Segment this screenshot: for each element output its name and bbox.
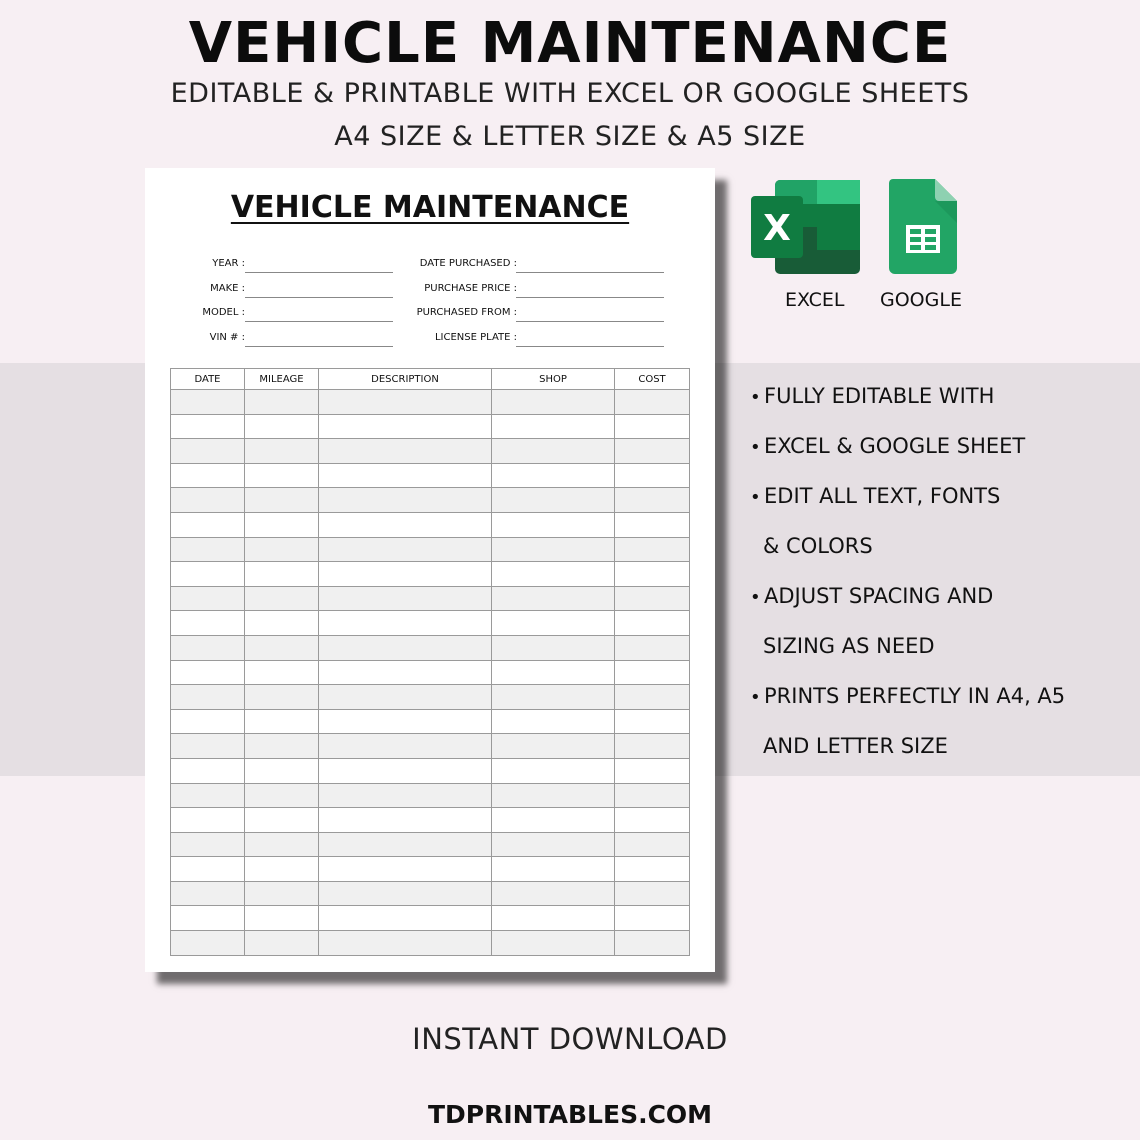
table-cell[interactable] xyxy=(492,635,615,660)
table-cell[interactable] xyxy=(319,857,492,882)
feature-list xyxy=(750,378,1130,778)
field-year-line[interactable] xyxy=(245,272,393,273)
table-row xyxy=(171,414,690,439)
header-mileage: MILEAGE xyxy=(245,369,319,390)
table-cell[interactable] xyxy=(615,635,690,660)
table-row xyxy=(171,537,690,562)
table-cell[interactable] xyxy=(492,783,615,808)
feature-item xyxy=(750,628,1130,678)
table-header-row xyxy=(171,369,690,390)
header-cost: COST xyxy=(615,369,690,390)
table-cell[interactable] xyxy=(171,685,245,710)
table-cell[interactable] xyxy=(319,758,492,783)
table-cell[interactable] xyxy=(245,537,319,562)
table-cell[interactable] xyxy=(615,685,690,710)
feature-item xyxy=(750,478,1130,528)
table-row xyxy=(171,685,690,710)
table-cell[interactable] xyxy=(245,758,319,783)
field-make-line[interactable] xyxy=(245,297,393,298)
sheet-title: VEHICLE MAINTENANCE xyxy=(230,190,630,225)
table-cell[interactable] xyxy=(171,783,245,808)
field-purchased-from xyxy=(375,303,517,323)
table-cell[interactable] xyxy=(171,758,245,783)
bullet-icon: • xyxy=(750,687,761,708)
document-sheet xyxy=(145,168,715,972)
table-cell[interactable] xyxy=(171,931,245,956)
table-row xyxy=(171,512,690,537)
table-cell[interactable] xyxy=(245,808,319,833)
table-cell[interactable] xyxy=(492,611,615,636)
bullet-icon: • xyxy=(750,387,761,408)
instant-download-text: INSTANT DOWNLOAD xyxy=(412,1022,728,1056)
table-cell[interactable] xyxy=(492,808,615,833)
table-cell[interactable] xyxy=(319,709,492,734)
table-cell[interactable] xyxy=(171,611,245,636)
table-cell[interactable] xyxy=(245,414,319,439)
subtitle-editable: EDITABLE & PRINTABLE WITH EXCEL OR GOOGLE SHEETS xyxy=(170,78,970,109)
table-cell[interactable] xyxy=(492,439,615,464)
table-row xyxy=(171,857,690,882)
table-cell[interactable] xyxy=(492,512,615,537)
table-cell[interactable] xyxy=(171,439,245,464)
page-title: VEHICLE MAINTENANCE xyxy=(188,11,952,76)
field-year xyxy=(165,254,245,274)
feature-text: EXCEL & GOOGLE SHEET xyxy=(764,434,1026,458)
table-cell[interactable] xyxy=(615,931,690,956)
table-row xyxy=(171,734,690,759)
header-description: DESCRIPTION xyxy=(319,369,492,390)
table-cell[interactable] xyxy=(319,611,492,636)
table-row xyxy=(171,390,690,415)
feature-text: ADJUST SPACING AND xyxy=(764,584,994,608)
table-cell[interactable] xyxy=(615,906,690,931)
feature-text: PRINTS PERFECTLY IN A4, A5 xyxy=(764,684,1066,708)
table-cell[interactable] xyxy=(171,709,245,734)
bullet-icon: • xyxy=(750,487,761,508)
table-cell[interactable] xyxy=(319,439,492,464)
table-cell[interactable] xyxy=(245,783,319,808)
feature-item xyxy=(750,728,1130,778)
table-cell[interactable] xyxy=(615,586,690,611)
table-cell[interactable] xyxy=(615,562,690,587)
field-purchase-price-line[interactable] xyxy=(516,297,664,298)
table-cell[interactable] xyxy=(245,685,319,710)
table-cell[interactable] xyxy=(492,660,615,685)
table-cell[interactable] xyxy=(245,734,319,759)
table-cell[interactable] xyxy=(171,881,245,906)
table-row xyxy=(171,931,690,956)
field-purchased-from-line[interactable] xyxy=(516,321,664,322)
field-model xyxy=(165,303,245,323)
table-cell[interactable] xyxy=(245,709,319,734)
field-model-line[interactable] xyxy=(245,321,393,322)
table-cell[interactable] xyxy=(615,439,690,464)
table-cell[interactable] xyxy=(492,488,615,513)
table-cell[interactable] xyxy=(615,808,690,833)
table-cell[interactable] xyxy=(615,783,690,808)
field-label: MAKE : xyxy=(210,283,245,294)
field-make xyxy=(165,279,245,299)
table-cell[interactable] xyxy=(319,906,492,931)
maintenance-log-table xyxy=(170,368,690,956)
bullet-icon: • xyxy=(750,437,761,458)
table-cell[interactable] xyxy=(615,758,690,783)
table-cell[interactable] xyxy=(245,562,319,587)
table-cell[interactable] xyxy=(615,611,690,636)
svg-text:X: X xyxy=(763,208,791,249)
feature-item xyxy=(750,378,1130,428)
table-cell[interactable] xyxy=(245,832,319,857)
table-cell[interactable] xyxy=(319,685,492,710)
table-cell[interactable] xyxy=(319,586,492,611)
table-cell[interactable] xyxy=(615,414,690,439)
field-license-plate-line[interactable] xyxy=(516,346,664,347)
table-cell[interactable] xyxy=(492,390,615,415)
table-cell[interactable] xyxy=(492,931,615,956)
table-cell[interactable] xyxy=(171,390,245,415)
table-row xyxy=(171,832,690,857)
field-label: MODEL : xyxy=(202,307,245,318)
header-shop: SHOP xyxy=(492,369,615,390)
excel-icon xyxy=(751,180,860,274)
table-cell[interactable] xyxy=(319,562,492,587)
table-cell[interactable] xyxy=(615,857,690,882)
table-cell[interactable] xyxy=(171,857,245,882)
field-label: PURCHASE PRICE : xyxy=(424,283,517,294)
table-cell[interactable] xyxy=(319,512,492,537)
table-cell[interactable] xyxy=(319,660,492,685)
table-cell[interactable] xyxy=(245,881,319,906)
table-cell[interactable] xyxy=(171,906,245,931)
table-cell[interactable] xyxy=(171,832,245,857)
table-cell[interactable] xyxy=(319,390,492,415)
table-cell[interactable] xyxy=(171,488,245,513)
feature-text: SIZING AS NEED xyxy=(763,634,935,658)
table-cell[interactable] xyxy=(245,660,319,685)
table-cell[interactable] xyxy=(171,586,245,611)
table-row xyxy=(171,709,690,734)
table-cell[interactable] xyxy=(492,562,615,587)
table-cell[interactable] xyxy=(245,931,319,956)
table-row xyxy=(171,586,690,611)
field-label: PURCHASED FROM : xyxy=(416,307,517,318)
excel-label: EXCEL xyxy=(785,289,845,311)
table-row xyxy=(171,783,690,808)
feature-text: EDIT ALL TEXT, FONTS xyxy=(764,484,1001,508)
table-cell[interactable] xyxy=(171,635,245,660)
table-cell[interactable] xyxy=(615,512,690,537)
table-cell[interactable] xyxy=(171,537,245,562)
table-cell[interactable] xyxy=(492,463,615,488)
table-cell[interactable] xyxy=(319,537,492,562)
feature-item xyxy=(750,528,1130,578)
table-cell[interactable] xyxy=(492,832,615,857)
feature-text: FULLY EDITABLE WITH xyxy=(764,384,995,408)
table-row xyxy=(171,488,690,513)
feature-item xyxy=(750,578,1130,628)
table-cell[interactable] xyxy=(615,709,690,734)
table-row xyxy=(171,463,690,488)
bullet-icon: • xyxy=(750,587,761,608)
table-body xyxy=(171,390,690,956)
table-cell[interactable] xyxy=(492,857,615,882)
table-cell[interactable] xyxy=(492,758,615,783)
table-row xyxy=(171,635,690,660)
table-cell[interactable] xyxy=(171,512,245,537)
field-label: VIN # : xyxy=(209,332,245,343)
table-cell[interactable] xyxy=(171,660,245,685)
table-cell[interactable] xyxy=(492,586,615,611)
feature-item xyxy=(750,678,1130,728)
table-cell[interactable] xyxy=(615,832,690,857)
table-cell[interactable] xyxy=(319,808,492,833)
table-cell[interactable] xyxy=(245,488,319,513)
field-label: LICENSE PLATE : xyxy=(434,332,517,343)
table-cell[interactable] xyxy=(245,857,319,882)
table-cell[interactable] xyxy=(319,414,492,439)
field-vin-line[interactable] xyxy=(245,346,393,347)
table-cell[interactable] xyxy=(319,931,492,956)
field-vin xyxy=(165,328,245,348)
table-row xyxy=(171,808,690,833)
table-cell[interactable] xyxy=(319,635,492,660)
feature-text: AND LETTER SIZE xyxy=(763,734,948,758)
table-cell[interactable] xyxy=(319,832,492,857)
table-row xyxy=(171,439,690,464)
table-cell[interactable] xyxy=(615,537,690,562)
table-cell[interactable] xyxy=(171,734,245,759)
table-cell[interactable] xyxy=(245,463,319,488)
table-cell[interactable] xyxy=(245,390,319,415)
feature-text: & COLORS xyxy=(763,534,873,558)
table-cell[interactable] xyxy=(319,881,492,906)
table-cell[interactable] xyxy=(492,414,615,439)
google-label: GOOGLE xyxy=(880,289,962,311)
field-purchase-price xyxy=(375,279,517,299)
table-cell[interactable] xyxy=(615,881,690,906)
table-cell[interactable] xyxy=(615,660,690,685)
google-sheets-icon xyxy=(889,179,957,274)
table-cell[interactable] xyxy=(319,734,492,759)
table-cell[interactable] xyxy=(492,685,615,710)
table-row xyxy=(171,660,690,685)
table-cell[interactable] xyxy=(615,390,690,415)
table-cell[interactable] xyxy=(492,734,615,759)
table-cell[interactable] xyxy=(615,734,690,759)
table-cell[interactable] xyxy=(615,488,690,513)
field-label: DATE PURCHASED : xyxy=(419,258,517,269)
field-label: YEAR : xyxy=(212,258,245,269)
table-cell[interactable] xyxy=(615,463,690,488)
table-cell[interactable] xyxy=(492,906,615,931)
header-date: DATE xyxy=(171,369,245,390)
field-date-purchased-line[interactable] xyxy=(516,272,664,273)
feature-item xyxy=(750,428,1130,478)
table-row xyxy=(171,881,690,906)
table-cell[interactable] xyxy=(245,586,319,611)
field-license-plate xyxy=(375,328,517,348)
table-cell[interactable] xyxy=(245,906,319,931)
table-row xyxy=(171,562,690,587)
table-cell[interactable] xyxy=(492,881,615,906)
table-cell[interactable] xyxy=(319,488,492,513)
table-cell[interactable] xyxy=(171,808,245,833)
table-cell[interactable] xyxy=(171,562,245,587)
table-row xyxy=(171,758,690,783)
table-cell[interactable] xyxy=(245,512,319,537)
table-cell[interactable] xyxy=(245,439,319,464)
subtitle-sizes: A4 SIZE & LETTER SIZE & A5 SIZE xyxy=(334,121,806,152)
table-cell[interactable] xyxy=(245,635,319,660)
field-date-purchased xyxy=(375,254,517,274)
table-cell[interactable] xyxy=(171,414,245,439)
table-cell[interactable] xyxy=(171,463,245,488)
website-text: TDPRINTABLES.COM xyxy=(427,1100,713,1129)
table-row xyxy=(171,611,690,636)
table-cell[interactable] xyxy=(245,611,319,636)
table-cell[interactable] xyxy=(319,783,492,808)
table-cell[interactable] xyxy=(492,537,615,562)
table-cell[interactable] xyxy=(492,709,615,734)
table-row xyxy=(171,906,690,931)
table-cell[interactable] xyxy=(319,463,492,488)
